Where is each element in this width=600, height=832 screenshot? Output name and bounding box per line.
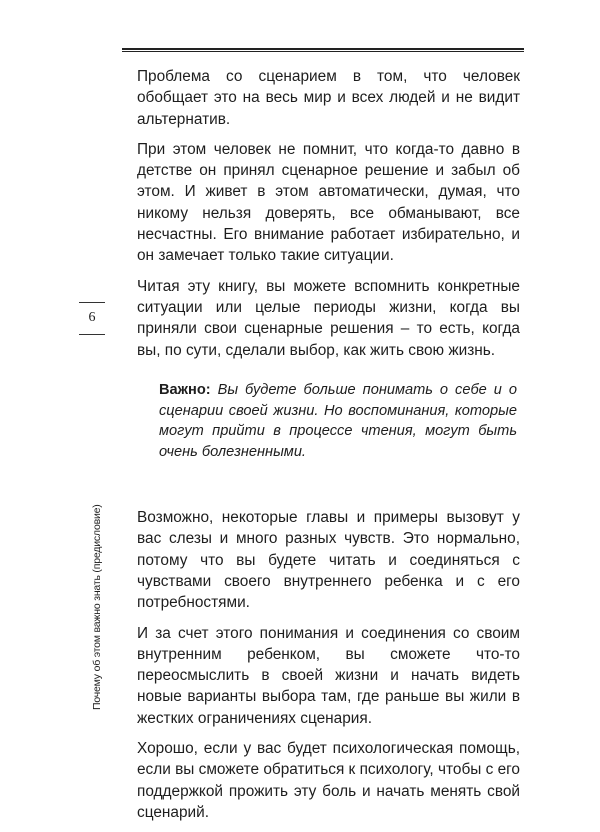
page-number-rule-bottom <box>79 334 105 335</box>
paragraph-5: И за счет этого понимания и соединения со своим внутренним ребенком, вы сможете что-то переосмыслить в своей жизни и начать видеть новые варианты выбора там, где раньше вы жили в жестких ограничениях сценария. <box>137 624 520 727</box>
page-number-block <box>79 302 105 335</box>
paragraph-4: Возможно, некоторые главы и примеры вызовут у вас слезы и много разных чувств. Это нормально, потому что вы будете читать и соединяться с чувствами своего внутреннего ребенка и с его потребностями. <box>137 509 520 612</box>
paragraph-1: Проблема со сценарием в том, что человек обобщает это на весь мир и всех людей и не видит альтернатив. <box>137 68 520 128</box>
note-text: Вы будете больше понимать о себе и о сценарии своей жизни. Но воспоминания, которые могут прийти в процессе чтения, могут быть очень болезненными. <box>159 381 517 461</box>
note-label: Важно: <box>159 381 211 398</box>
paragraph-2: При этом человек не помнит, что когда-то давно в детстве он принял сценарное решение и забыл об этом. И живет в этом автоматически, думая, что никому нельзя доверять, все обманывают, все несчастны. Его внимание работает избирательно, и он замечает только такие ситуации. <box>137 140 520 265</box>
page-number: 6 <box>88 310 96 325</box>
important-note <box>159 380 517 463</box>
running-head: Почему об этом важно знать (предисловие) <box>91 504 103 710</box>
paragraph-3: Читая эту книгу, вы можете вспомнить конкретные ситуации или целые периоды жизни, когда вы приняли свои сценарные решения – то есть, когда вы, по сути, сделали выбор, как жить свою жизнь. <box>137 277 520 359</box>
paragraph-6: Хорошо, если у вас будет психологическая помощь, если вы сможете обратиться к психологу, чтобы с его поддержкой прожить эту боль и начать менять свой сценарий. <box>137 740 520 821</box>
header-rule <box>122 48 524 52</box>
page-body <box>137 66 520 832</box>
